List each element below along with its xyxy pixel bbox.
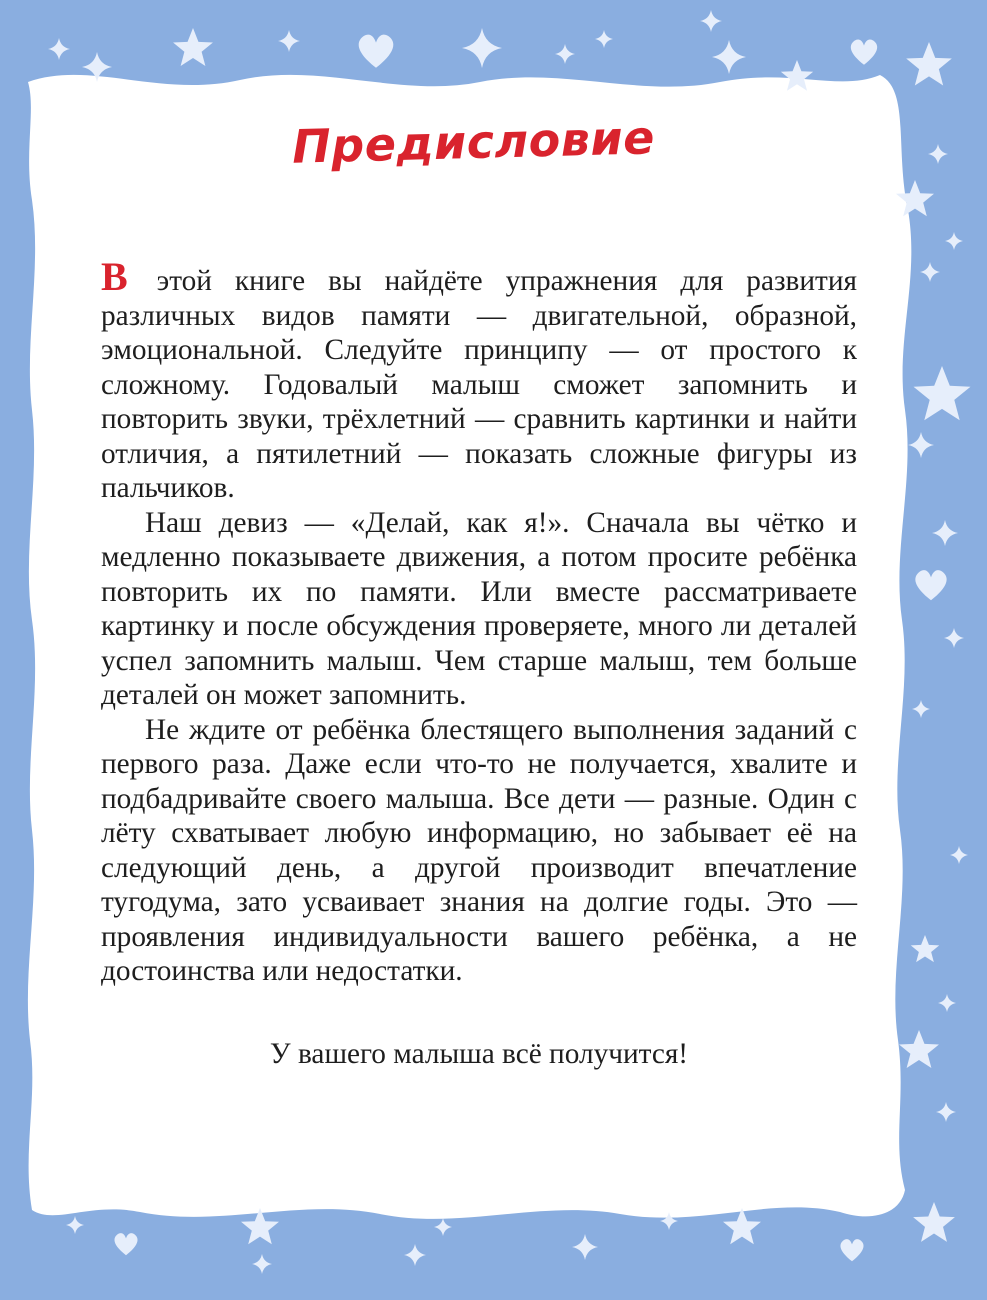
paragraph-1 bbox=[101, 254, 857, 506]
paragraph-2: Наш девиз — «Делай, как я!». Сначала вы чётко и медленно показываете движения, а потом просите ребёнка повторить их по памяти. Или вместе рассматриваете картинку и после обсуждения проверяете, много ли деталей успел запомнить малыш. Чем старше малыш, тем больше деталей он может запомнить. bbox=[101, 506, 857, 711]
drop-cap: В bbox=[101, 254, 128, 299]
body-text bbox=[101, 254, 857, 989]
closing-line: У вашего малыша всё получится! bbox=[269, 1038, 689, 1070]
paragraph-3: Не ждите от ребёнка блестящего выполнения заданий с первого раза. Даже если что-то не получается, хвалите и подбадривайте своего малыша. Все дети — разные. Один с лёту схватывает любую информацию, но забывает её на следующий день, а другой производит впечатление тугодума, зато усваивает знания на долгие годы. Это — проявления индивидуальности вашего ребёнка, а не достоинства или недостатки. bbox=[101, 713, 857, 987]
page-title: Предисловие bbox=[291, 110, 656, 174]
paragraph-1-text: этой книге вы найдёте упражнения для развития различных видов памяти — двигательной, образной, эмоциональной. Следуйте принципу — от простого к сложному. Годовалый малыш сможет запомнить и повторить звуки, трёхлетний — сравнить картинки и найти отличия, а пятилетний — показать сложные фигуры из пальчиков. bbox=[101, 265, 857, 504]
